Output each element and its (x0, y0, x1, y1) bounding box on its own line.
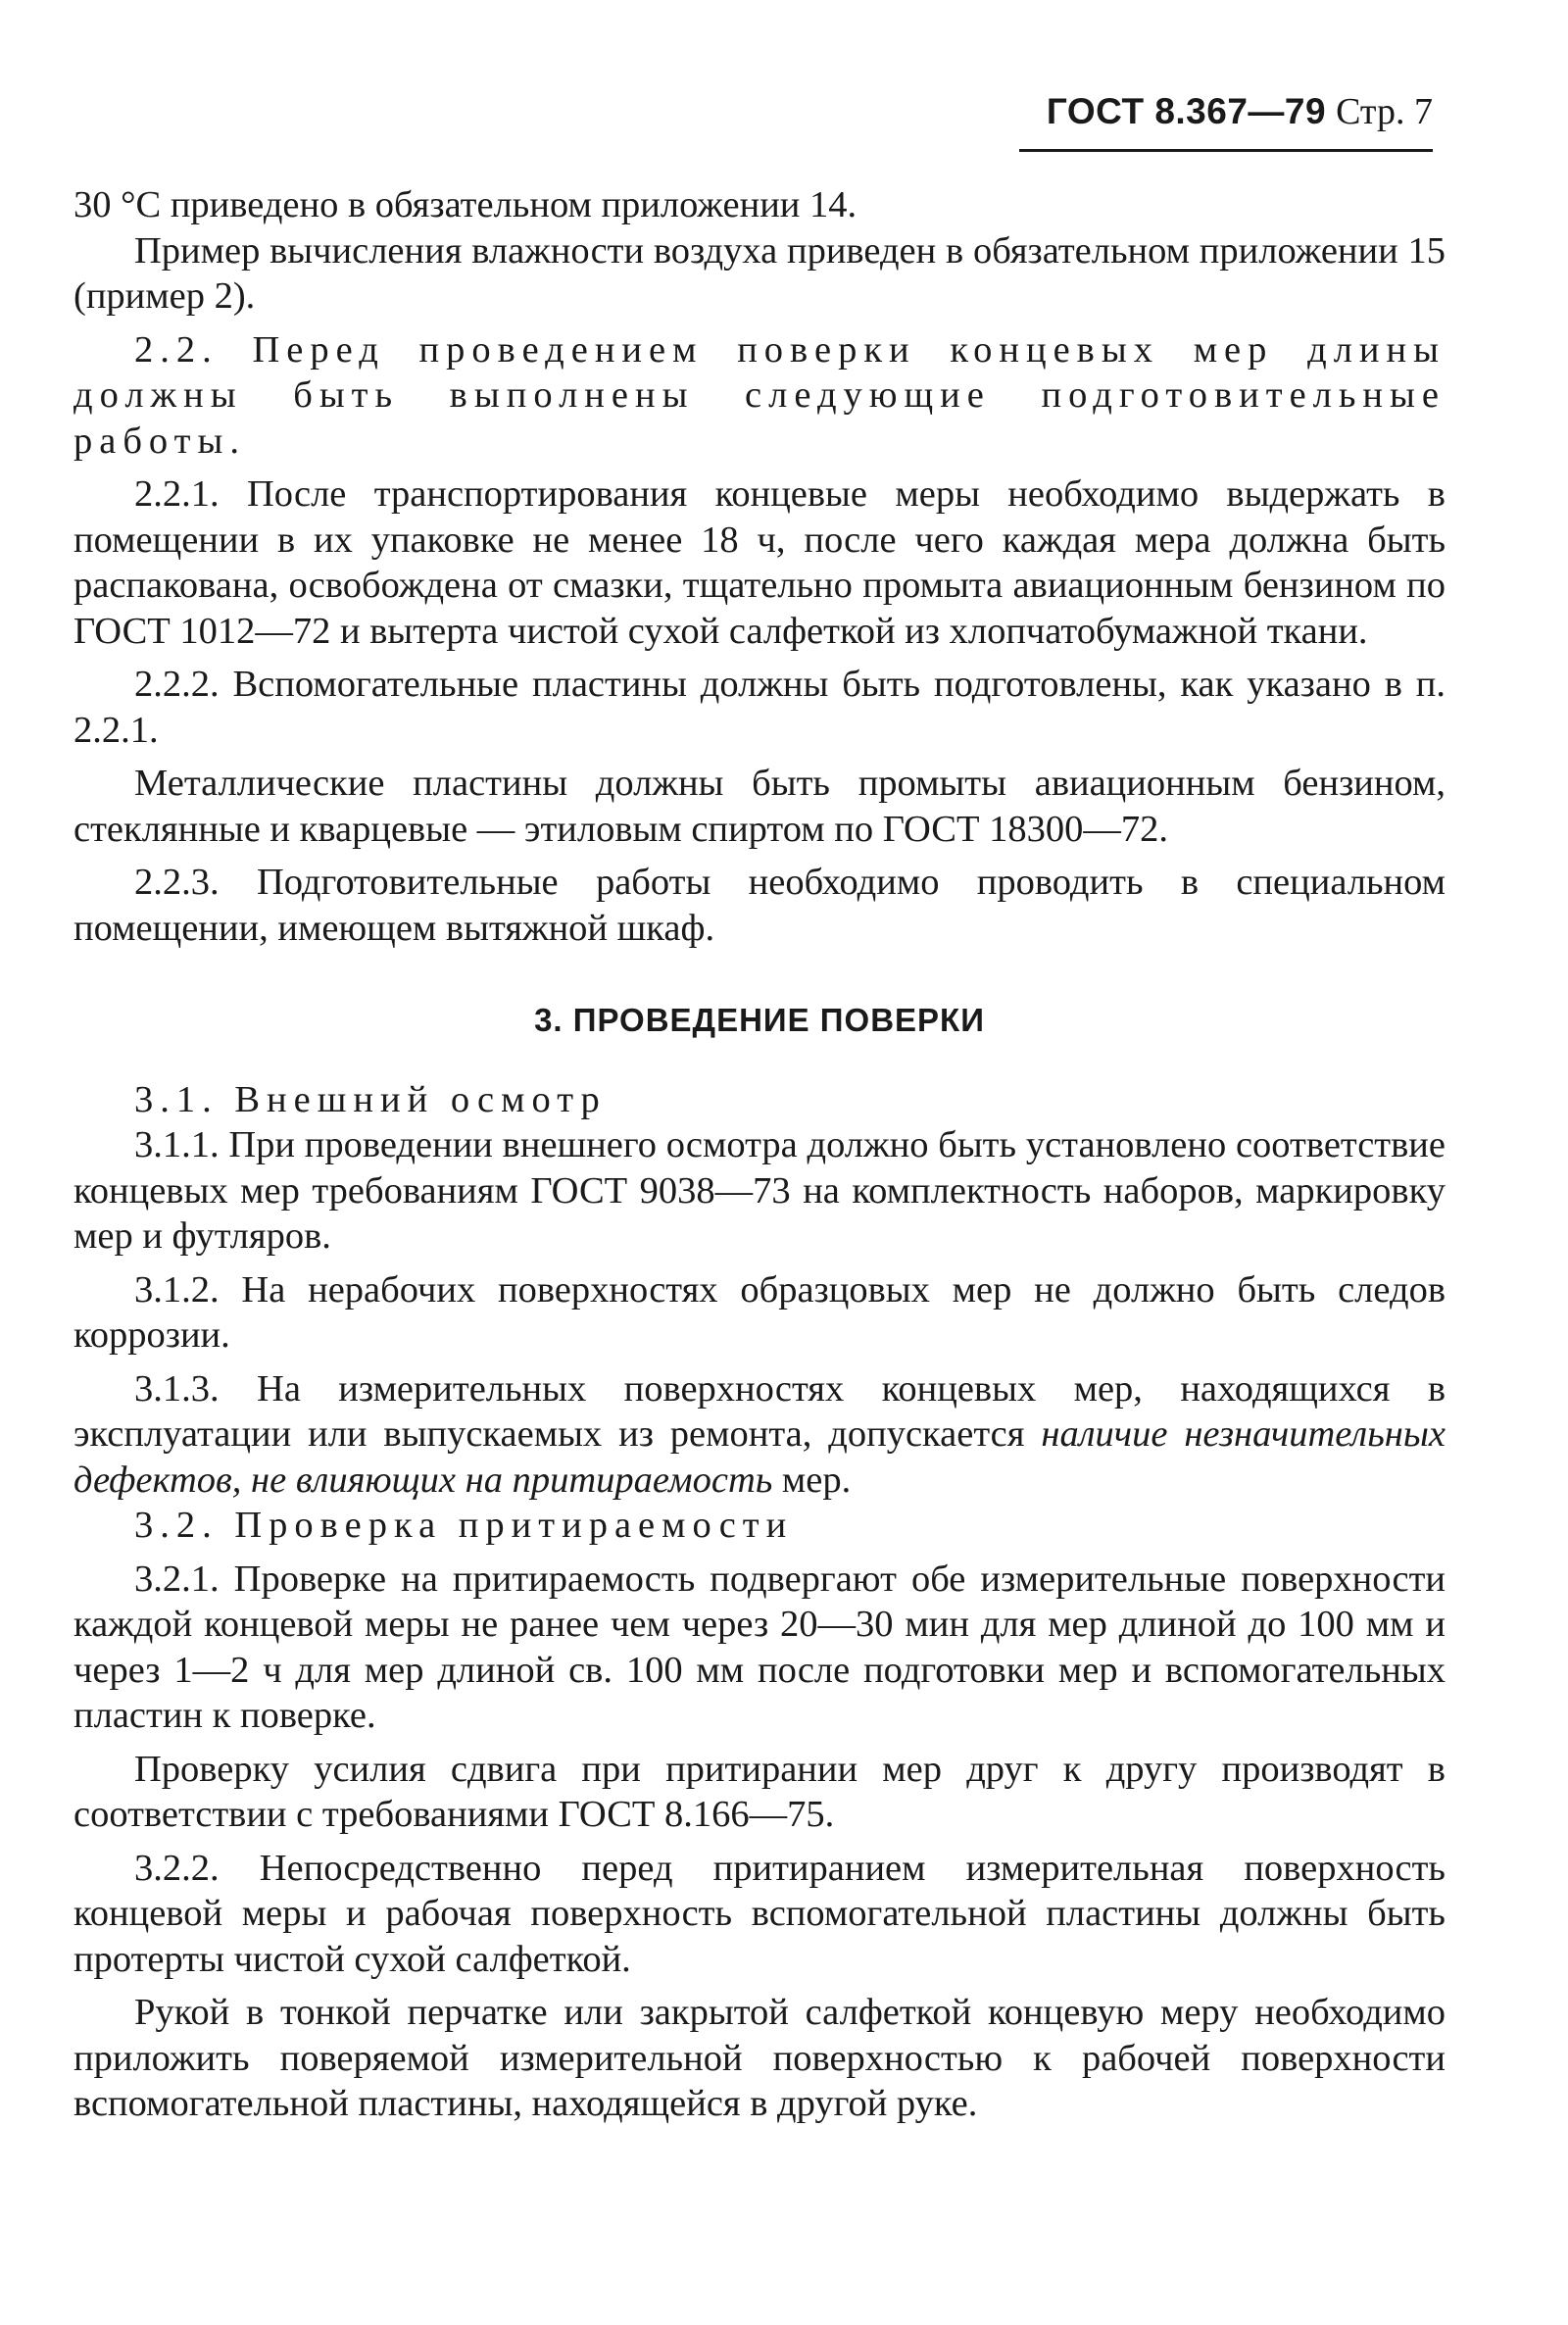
paragraph-2-2-1: 2.2.1. После транспортирования концевые меры необходимо выдержать в помещении в их упаковке не менее 18 ч, после чего каждая мера должна быть распакована, освобождена от смазки, тщательно промыта авиационным бензином по ГОСТ 1012—72 и вытерта чистой сухой салфеткой из хлопчатобумажной ткани. (74, 473, 1446, 652)
document-body (74, 182, 1446, 2127)
paragraph-humidity-example: Пример вычисления влажности воздуха приведен в обязательном приложении 15 (пример 2). (74, 229, 1446, 317)
paragraph-metal-plates: Металлические пластины должны быть промыты авиационным бензином, стеклянные и кварцевые — этиловым спиртом по ГОСТ 18300—72. (74, 763, 1446, 850)
paragraph-2-2-3: 2.2.3. Подготовительные работы необходимо проводить в специальном помещении, имеющем вытяжной шкаф. (74, 862, 1446, 949)
section-heading: 3. ПРОВЕДЕНИЕ ПОВЕРКИ (534, 1002, 985, 1038)
subsection-3-1-heading: 3.1. Внешний осмотр (134, 1078, 607, 1120)
standard-number: ГОСТ 8.367—79 (1046, 91, 1327, 131)
paragraph-continuation: 30 °С приведено в обязательном приложении 14. (74, 184, 858, 225)
paragraph-3-2-2: 3.2.2. Непосредственно перед притиранием измерительная поверхность концевой меры и рабочая поверхность вспомогательной пластины должны быть протерты чистой сухой салфеткой. (74, 1847, 1446, 1980)
page-number: Стр. 7 (1336, 91, 1433, 132)
paragraph-2-2-2: 2.2.2. Вспомогательные пластины должны быть подготовлены, как указано в п. 2.2.1. (74, 664, 1446, 751)
paragraph-3-1-3-end: мер. (772, 1459, 852, 1501)
subsection-3-2-heading: 3.2. Проверка притираемости (134, 1505, 794, 1546)
page-header (1019, 90, 1433, 152)
paragraph-3-2-1: 3.2.1. Проверке на притираемость подвергают обе измерительные поверхности каждой концевой меры не ранее чем через 20—30 мин для мер длиной до 100 мм и через 1—2 ч для мер длиной св. 100 мм после подготовки мер и вспомогательных пластин к поверке. (74, 1558, 1446, 1736)
paragraph-3-1-3 (74, 1366, 1446, 1504)
paragraph-3-1-1: 3.1.1. При проведении внешнего осмотра должно быть установлено соответствие концевых мер требованиям ГОСТ 9038—73 на комплектность наборов, маркировку мер и футляров. (74, 1124, 1446, 1257)
paragraph-3-1-3-start: 3.1.3. На измерительных поверхностях концевых мер, находящихся в эксплуатации или выпускаемых из ремонта, допускается (74, 1367, 1446, 1455)
paragraph-2-2: 2.2. Перед проведением поверки концевых мер длины должны быть выполнены следующие подготовительные работы. (74, 328, 1446, 462)
paragraph-3-1-2: 3.1.2. На нерабочих поверхностях образцовых мер не должно быть следов коррозии. (74, 1268, 1446, 1356)
paragraph-3-1-3-italic: наличие незначительных дефектов, не влияющих на притираемость (74, 1413, 1446, 1501)
paragraph-shift-force: Проверку усилия сдвига при притирании мер друг к другу производят в соответствии с требованиями ГОСТ 8.166—75. (74, 1748, 1446, 1835)
paragraph-gloved-hand: Рукой в тонкой перчатке или закрытой салфеткой концевую меру необходимо приложить поверяемой измерительной поверхностью к рабочей поверхности вспомогательной пластины, находящейся в другой руке. (74, 1992, 1446, 2124)
